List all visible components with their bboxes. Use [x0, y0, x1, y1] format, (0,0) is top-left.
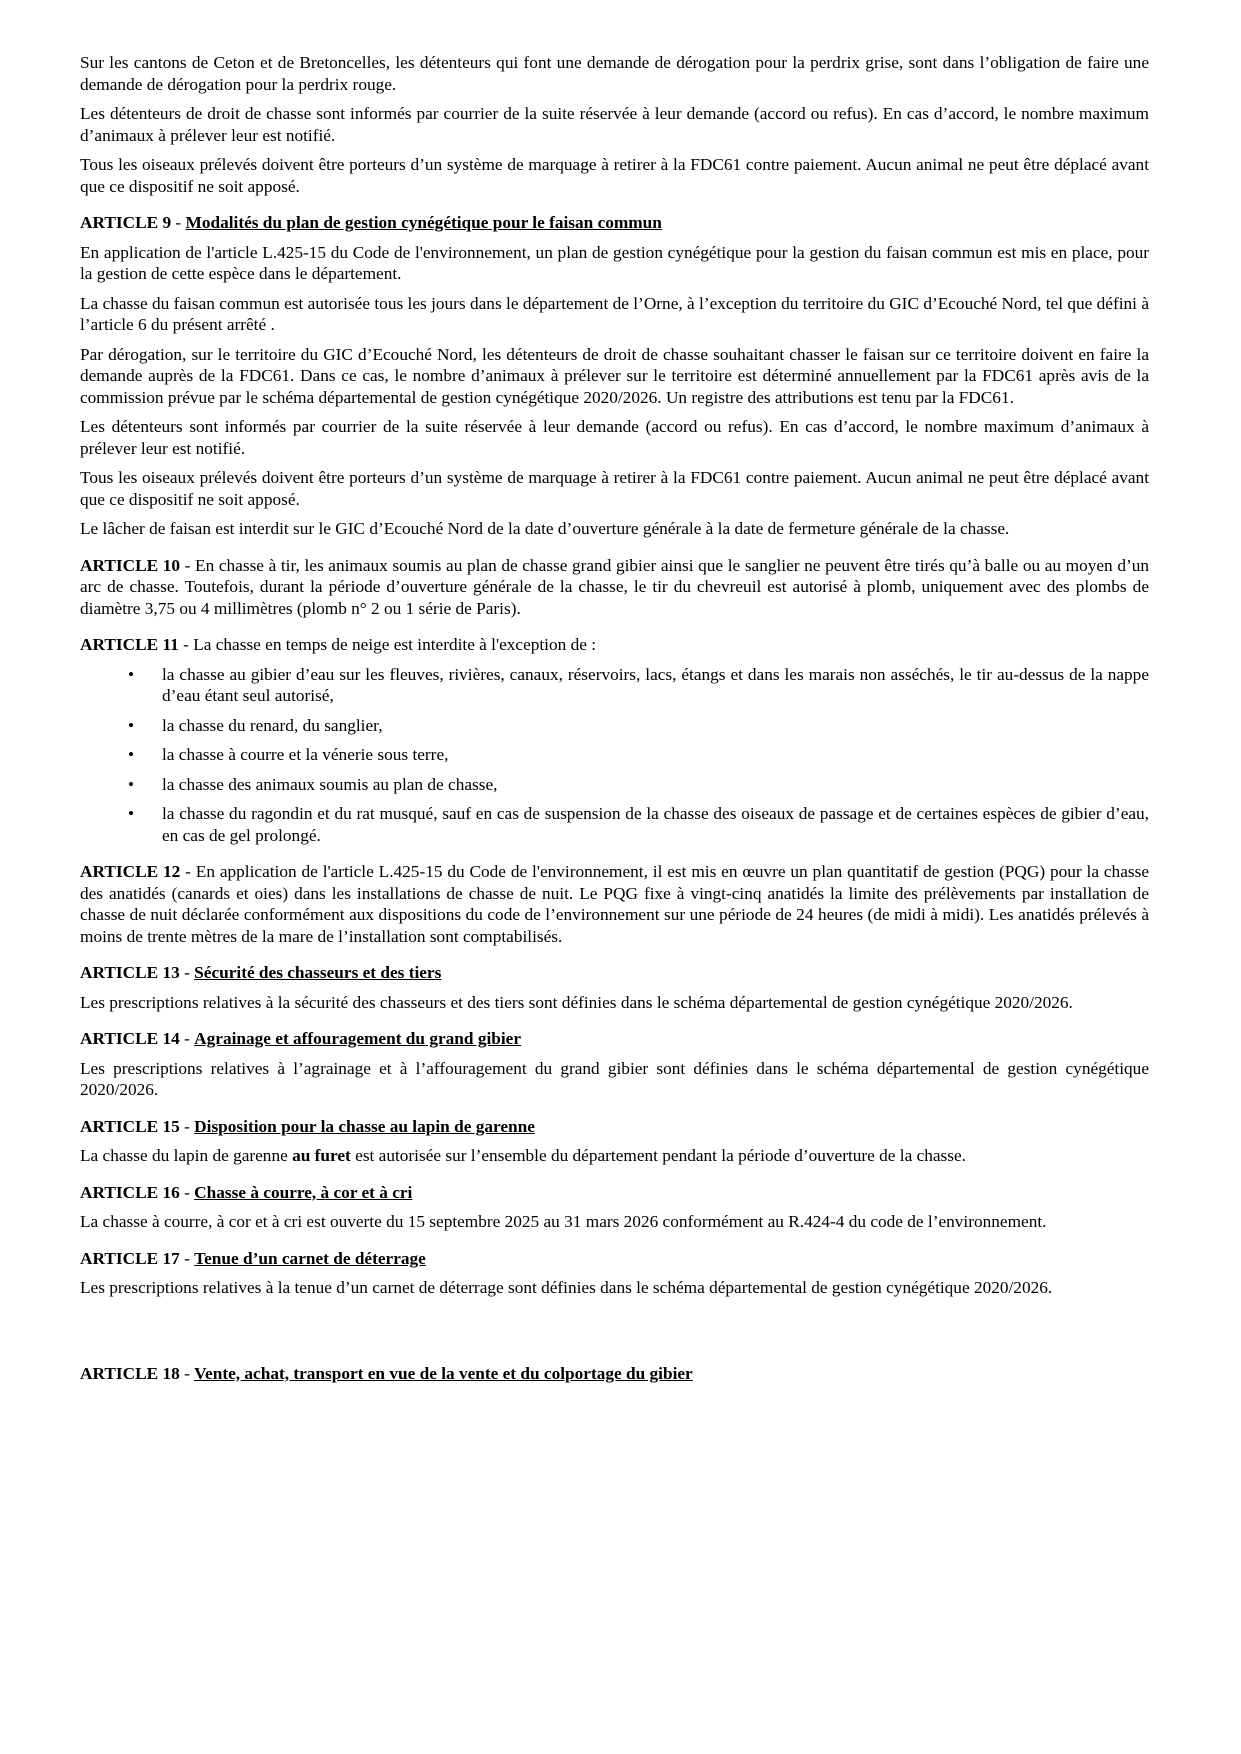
- paragraph: Les prescriptions relatives à la sécurité des chasseurs et des tiers sont définies dans le schéma départemental de gestion cynégétique 2020/2026.: [80, 992, 1073, 1012]
- article-number: ARTICLE 18: [80, 1363, 180, 1383]
- article-16: [80, 1182, 1149, 1233]
- article-text: - La chasse en temps de neige est interdite à l'exception de :: [178, 635, 597, 654]
- article-heading: [80, 962, 1149, 984]
- article-heading: [80, 1116, 1149, 1138]
- article-title: Chasse à courre, à cor et à cri: [194, 1182, 413, 1202]
- article-paragraph: [80, 634, 1149, 656]
- exception-list: [80, 664, 1149, 847]
- article-number: ARTICLE 13: [80, 963, 180, 982]
- bullet-icon: •: [128, 804, 135, 823]
- list-item-text: la chasse à courre et la vénerie sous terre,: [162, 745, 449, 764]
- heading-separator: -: [179, 963, 195, 982]
- paragraph: Tous les oiseaux prélevés doivent être porteurs d’un système de marquage à retirer à la FDC61 contre paiement. Aucun animal ne peut être déplacé avant que ce dispositif ne soit apposé.: [80, 155, 1149, 196]
- bullet-icon: •: [128, 715, 135, 735]
- heading-separator: -: [179, 1363, 195, 1383]
- intro-section: [80, 52, 1149, 197]
- paragraph: Tous les oiseaux prélevés doivent être porteurs d’un système de marquage à retirer à la FDC61 contre paiement. Aucun animal ne peut être déplacé avant que ce dispositif ne soit apposé.: [80, 468, 1149, 509]
- paragraph: Les détenteurs de droit de chasse sont informés par courrier de la suite réservée à leur demande (accord ou refus). En cas d’accord, le nombre maximum d’animaux à prélever leur est notifié.: [80, 104, 1149, 145]
- list-item: [80, 803, 1149, 846]
- paragraph: Le lâcher de faisan est interdit sur le GIC d’Ecouché Nord de la date d’ouverture générale à la date de fermeture générale de la chasse.: [80, 519, 1010, 538]
- article-number: ARTICLE 10: [80, 555, 181, 575]
- article-number: ARTICLE 12: [80, 862, 181, 881]
- article-heading: [80, 1182, 1149, 1204]
- article-number: ARTICLE 9: [80, 213, 172, 232]
- paragraph: [80, 1145, 1149, 1167]
- article-heading: [80, 1028, 1149, 1050]
- document-page: [80, 52, 1149, 1392]
- article-17: [80, 1248, 1149, 1299]
- article-heading: [80, 1363, 1149, 1385]
- article-title: Agrainage et affouragement du grand gibier: [194, 1029, 522, 1048]
- bullet-icon: •: [128, 774, 135, 794]
- paragraph: En application de l'article L.425-15 du Code de l'environnement, un plan de gestion cynégétique pour la gestion du faisan commun est mis en place, pour la gestion de cette espèce dans le département.: [80, 242, 1149, 283]
- heading-separator: -: [179, 1029, 195, 1048]
- article-title: Disposition pour la chasse au lapin de garenne: [194, 1116, 535, 1136]
- article-13: [80, 962, 1149, 1013]
- article-title: Vente, achat, transport en vue de la vente et du colportage du gibier: [194, 1363, 693, 1383]
- article-18: [80, 1363, 1149, 1385]
- article-11: [80, 634, 1149, 846]
- paragraph: La chasse du faisan commun est autorisée tous les jours dans le département de l’Orne, à l’exception du territoire du GIC d’Ecouché Nord, tel que défini à l’article 6 du présent arrêté .: [80, 293, 1149, 334]
- list-item: [80, 715, 1149, 737]
- article-number: ARTICLE 16: [80, 1182, 180, 1202]
- list-item: [80, 744, 1149, 766]
- heading-separator: -: [179, 1116, 195, 1136]
- article-number: ARTICLE 15: [80, 1116, 180, 1136]
- paragraph: Les détenteurs sont informés par courrier de la suite réservée à leur demande (accord ou refus). En cas d’accord, le nombre maximum d’animaux à prélever leur est notifié.: [80, 417, 1149, 458]
- list-item-text: la chasse du ragondin et du rat musqué, sauf en cas de suspension de la chasse des oiseaux de passage et de certaines espèces de gibier d’eau, en cas de gel prolongé.: [162, 804, 1149, 845]
- article-text: - En chasse à tir, les animaux soumis au plan de chasse grand gibier ainsi que le sanglier ne peuvent être tirés qu’à balle ou au moyen d’un arc de chasse. Toutefois, durant la période d’ouverture générale de la chasse, le tir du chevreuil est autorisé à plomb, uniquement avec des plombs de diamètre 3,75 ou 4 millimètres (plomb n° 2 ou 1 série de Paris).: [80, 555, 1149, 618]
- list-item: [80, 664, 1149, 707]
- paragraph: Les prescriptions relatives à l’agrainage et à l’affouragement du grand gibier sont définies dans le schéma départemental de gestion cynégétique 2020/2026.: [80, 1058, 1149, 1099]
- heading-separator: -: [171, 213, 186, 232]
- article-paragraph: [80, 861, 1149, 947]
- article-number: ARTICLE 17: [80, 1248, 180, 1268]
- article-title: Modalités du plan de gestion cynégétique pour le faisan commun: [185, 213, 662, 232]
- paragraph: Par dérogation, sur le territoire du GIC d’Ecouché Nord, les détenteurs de droit de chasse souhaitant chasser le faisan sur ce territoire doivent en faire la demande auprès de la FDC61. Dans ce cas, le nombre d’animaux à prélever sur le territoire est déterminé annuellement par la FDC61 après avis de la commission prévue par le schéma départemental de gestion cynégétique 2020/2026. Un registre des attributions est tenu par la FDC61.: [80, 344, 1149, 407]
- text-span: est autorisée sur l’ensemble du département pendant la période d’ouverture de la chasse.: [350, 1146, 966, 1165]
- bullet-icon: •: [128, 745, 135, 764]
- paragraph: La chasse à courre, à cor et à cri est ouverte du 15 septembre 2025 au 31 mars 2026 conformément au R.424-4 du code de l’environnement.: [80, 1212, 1047, 1231]
- heading-separator: -: [179, 1182, 195, 1202]
- paragraph: Les prescriptions relatives à la tenue d’un carnet de déterrage sont définies dans le schéma départemental de gestion cynégétique 2020/2026.: [80, 1278, 1053, 1297]
- list-item-text: la chasse du renard, du sanglier,: [162, 715, 383, 735]
- list-item: [80, 774, 1149, 796]
- article-paragraph: [80, 555, 1149, 620]
- article-14: [80, 1028, 1149, 1101]
- article-heading: [80, 212, 1149, 234]
- bold-text-span: au furet: [292, 1146, 351, 1165]
- article-title: Sécurité des chasseurs et des tiers: [194, 963, 442, 982]
- article-9: [80, 212, 1149, 540]
- paragraph: Sur les cantons de Ceton et de Bretoncelles, les détenteurs qui font une demande de dérogation pour la perdrix grise, sont dans l’obligation de faire une demande de dérogation pour la perdrix rouge.: [80, 53, 1149, 94]
- list-item-text: la chasse des animaux soumis au plan de chasse,: [162, 774, 498, 794]
- heading-separator: -: [179, 1248, 195, 1268]
- article-12: [80, 861, 1149, 947]
- article-number: ARTICLE 14: [80, 1029, 180, 1048]
- article-text: - En application de l'article L.425-15 du Code de l'environnement, il est mis en œuvre un plan quantitatif de gestion (PQG) pour la chasse des anatidés (canards et oies) dans les installations de chasse de nuit. Le PQG fixe à vingt-cinq anatidés la limite des prélèvements par installation de chasse de nuit déclarée conformément aux dispositions du code de l’environnement sur une période de 24 heures (de midi à midi). Les anatidés prélevés à moins de trente mètres de la mare de l’installation sont comptabilisés.: [80, 862, 1149, 946]
- bullet-icon: •: [128, 664, 135, 684]
- article-15: [80, 1116, 1149, 1167]
- article-number: ARTICLE 11: [80, 635, 179, 654]
- article-title: Tenue d’un carnet de déterrage: [194, 1248, 426, 1268]
- article-10: [80, 555, 1149, 620]
- text-span: La chasse du lapin de garenne: [80, 1146, 293, 1165]
- article-heading: [80, 1248, 1149, 1270]
- list-item-text: la chasse au gibier d’eau sur les fleuves, rivières, canaux, réservoirs, lacs, étangs et dans les marais non asséchés, le tir au-dessus de la nappe d’eau étant seul autorisé,: [162, 664, 1149, 705]
